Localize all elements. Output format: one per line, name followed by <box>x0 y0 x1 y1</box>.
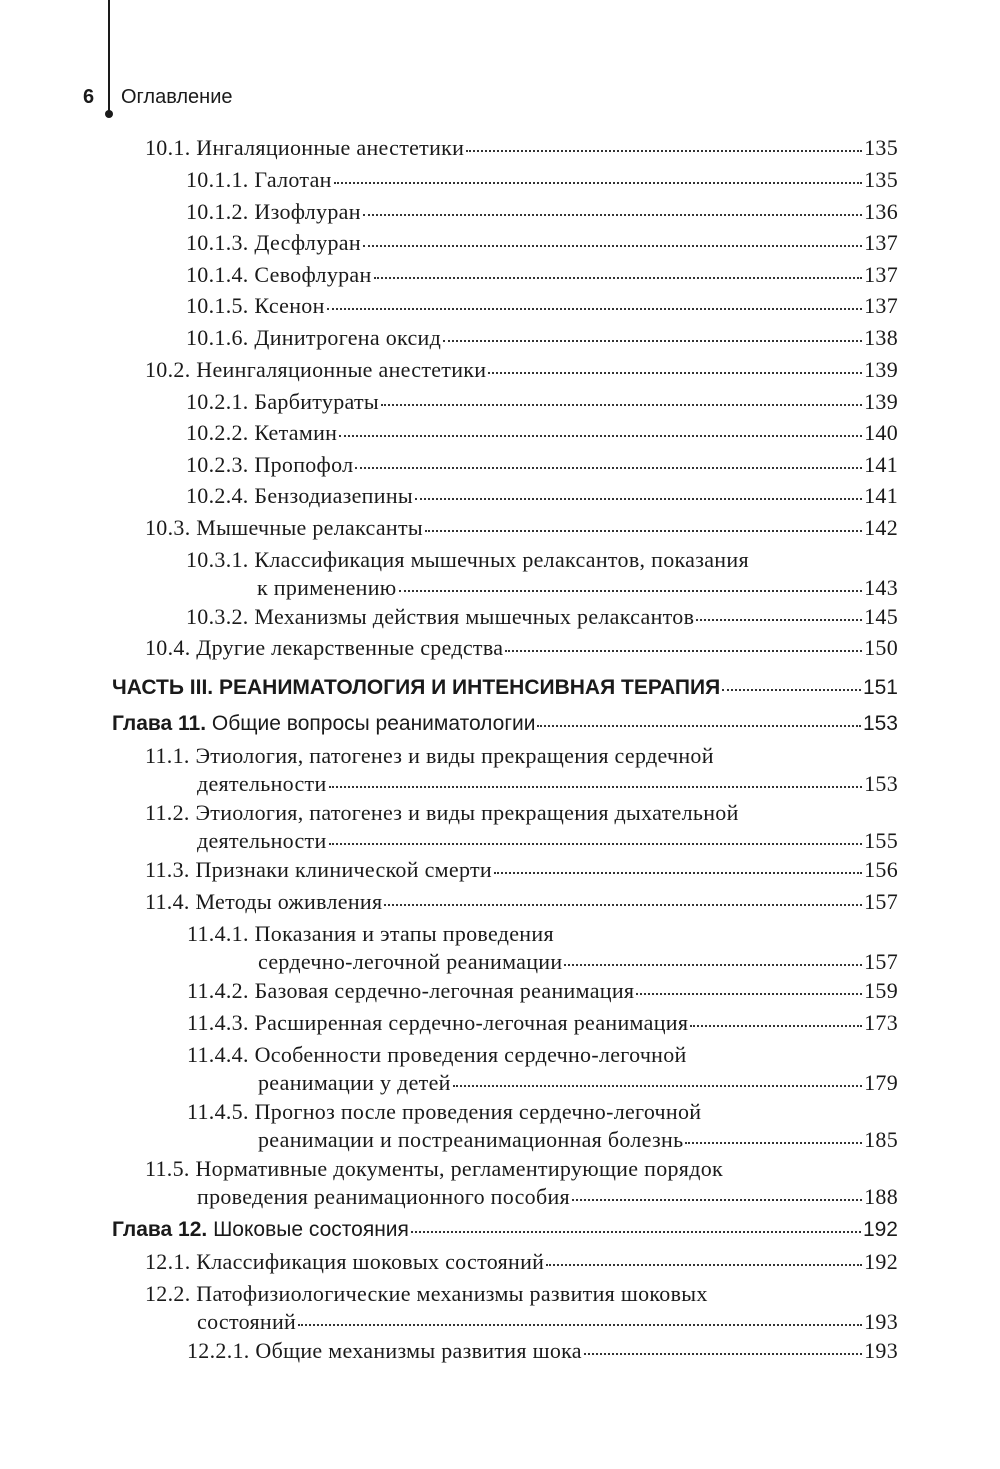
toc-label: 11.4. Методы оживления <box>145 889 383 914</box>
leader-dots <box>329 843 863 845</box>
toc-entry[interactable] <box>145 632 898 664</box>
toc-label-line1: 11.4.4. Особенности проведения сердечно-легочной <box>187 1042 687 1067</box>
toc-label-line1: 11.5. Нормативные документы, регламентирующие порядок <box>145 1156 723 1181</box>
toc-page: 151 <box>862 676 898 699</box>
toc-label: 10.1. Ингаляционные анестетики <box>145 135 465 160</box>
toc-entry[interactable] <box>145 132 898 164</box>
toc-label: 10.4. Другие лекарственные средства <box>145 635 504 660</box>
toc-page: 150 <box>864 635 898 660</box>
chapter-number: Глава 11. <box>112 712 207 735</box>
toc-label: 10.2.4. Бензодиазепины <box>186 483 413 508</box>
leader-dots <box>685 1142 862 1144</box>
toc-entry[interactable] <box>187 1335 898 1367</box>
toc-page: 141 <box>864 452 898 477</box>
leader-dots <box>537 725 860 727</box>
toc-label-line2: деятельности <box>197 771 327 796</box>
toc-label: 10.1.3. Десфлуран <box>186 230 361 255</box>
leader-dots <box>636 993 862 995</box>
toc-label-line1: 11.1. Этиология, патогенез и виды прекращения сердечной <box>145 743 714 768</box>
toc-entry[interactable] <box>187 1042 898 1099</box>
toc-entry[interactable] <box>145 354 898 386</box>
toc-entry[interactable] <box>145 800 898 857</box>
toc-entry[interactable] <box>186 164 898 196</box>
toc-page: 193 <box>864 1309 898 1334</box>
leader-dots <box>584 1353 862 1355</box>
toc-page: 193 <box>864 1338 898 1363</box>
toc-page: 153 <box>864 771 898 796</box>
toc-label-line1: 12.2. Патофизиологические механизмы развития шоковых <box>145 1281 708 1306</box>
toc-part-label: ЧАСТЬ III. РЕАНИМАТОЛОГИЯ И ИНТЕНСИВНАЯ ТЕРАПИЯ <box>112 676 721 699</box>
toc-label: 10.1.1. Галотан <box>186 167 332 192</box>
toc-entry[interactable] <box>145 743 898 800</box>
toc-entry[interactable] <box>186 480 898 512</box>
toc-label: 10.3. Мышечные релаксанты <box>145 515 423 540</box>
toc-entry[interactable] <box>186 196 898 228</box>
toc-entry[interactable] <box>145 1246 898 1278</box>
leader-dots <box>355 467 862 469</box>
toc-label: 10.2.2. Кетамин <box>186 420 338 445</box>
toc-page: 157 <box>864 949 898 974</box>
leader-dots <box>696 619 862 621</box>
toc-page: 142 <box>864 515 898 540</box>
toc-label-line2: реанимации и постреанимационная болезнь <box>258 1127 684 1152</box>
toc-page: 136 <box>864 199 898 224</box>
toc-label: 12.2.1. Общие механизмы развития шока <box>187 1338 582 1363</box>
toc-entry[interactable] <box>186 259 898 291</box>
toc-page: 192 <box>864 1249 898 1274</box>
running-header: Оглавление <box>121 86 233 108</box>
toc-entry[interactable] <box>187 1007 898 1039</box>
toc-page: 135 <box>864 135 898 160</box>
margin-rule <box>108 0 110 112</box>
chapter-number: Глава 12. <box>112 1218 208 1241</box>
leader-dots <box>415 498 862 500</box>
toc-page: 141 <box>864 483 898 508</box>
leader-dots <box>453 1085 862 1087</box>
toc-entry[interactable] <box>186 449 898 481</box>
toc-entry[interactable] <box>145 512 898 544</box>
toc-page: 137 <box>864 293 898 318</box>
toc-entry[interactable] <box>145 886 898 918</box>
leader-dots <box>363 245 862 247</box>
leader-dots <box>411 1231 861 1233</box>
leader-dots <box>384 904 862 906</box>
toc-label: 11.4.2. Базовая сердечно-легочная реанимация <box>187 978 635 1003</box>
toc-page: 138 <box>864 325 898 350</box>
toc-page: 143 <box>864 575 898 600</box>
toc-page: 157 <box>864 889 898 914</box>
toc-page: 135 <box>864 167 898 192</box>
leader-dots <box>363 214 862 216</box>
toc-chapter-entry[interactable] <box>112 708 898 740</box>
toc-label: 11.3. Признаки клинической смерти <box>145 857 492 882</box>
toc-label-line1: 10.3.1. Классификация мышечных релаксантов, показания <box>186 547 749 572</box>
toc-entry[interactable] <box>145 854 898 886</box>
leader-dots <box>334 182 862 184</box>
toc-page: 188 <box>864 1184 898 1209</box>
toc-page: 139 <box>864 357 898 382</box>
toc-label-line2: к применению <box>257 575 397 600</box>
toc-entry[interactable] <box>187 1099 898 1156</box>
toc-entry[interactable] <box>186 322 898 354</box>
toc-label-line2: реанимации у детей <box>258 1070 451 1095</box>
toc-label: 10.2.1. Барбитураты <box>186 389 379 414</box>
toc-entry[interactable] <box>186 227 898 259</box>
leader-dots <box>327 308 862 310</box>
toc-entry[interactable] <box>186 417 898 449</box>
leader-dots <box>466 150 862 152</box>
leader-dots <box>443 340 862 342</box>
toc-page: 159 <box>864 978 898 1003</box>
toc-label-line1: 11.4.1. Показания и этапы проведения <box>187 921 554 946</box>
chapter-title: Общие вопросы реаниматологии <box>211 712 536 735</box>
leader-dots <box>494 872 862 874</box>
leader-dots <box>564 964 862 966</box>
toc-entry[interactable] <box>145 1156 898 1213</box>
toc-page: 140 <box>864 420 898 445</box>
toc-label: 10.2. Неингаляционные анестетики <box>145 357 487 382</box>
toc-entry[interactable] <box>145 1281 898 1338</box>
leader-dots <box>722 689 861 691</box>
margin-rule-dot <box>105 110 113 118</box>
toc-label: 10.3.2. Механизмы действия мышечных релаксантов <box>186 604 695 629</box>
toc-entry[interactable] <box>186 547 898 604</box>
leader-dots <box>488 372 862 374</box>
toc-label: 10.1.2. Изофлуран <box>186 199 361 224</box>
toc-label: 12.1. Классификация шоковых состояний <box>145 1249 545 1274</box>
leader-dots <box>339 435 862 437</box>
toc-page: 156 <box>864 857 898 882</box>
leader-dots <box>399 590 863 592</box>
toc-page: 137 <box>864 230 898 255</box>
toc-entry[interactable] <box>186 290 898 322</box>
toc-label: 11.4.3. Расширенная сердечно-легочная реанимация <box>187 1010 689 1035</box>
chapter-title: Шоковые состояния <box>213 1218 409 1241</box>
toc-page: 153 <box>862 712 898 735</box>
toc-entry[interactable] <box>186 386 898 418</box>
toc-page: 185 <box>864 1127 898 1152</box>
toc-label-line1: 11.4.5. Прогноз после проведения сердечно-легочной <box>187 1099 702 1124</box>
leader-dots <box>546 1264 862 1266</box>
leader-dots <box>329 786 863 788</box>
leader-dots <box>505 650 862 652</box>
toc-label-line2: сердечно-легочной реанимации <box>258 949 563 974</box>
toc-label-line2: проведения реанимационного пособия <box>197 1184 570 1209</box>
toc-part-entry[interactable] <box>112 672 898 704</box>
toc-label: 10.1.5. Ксенон <box>186 293 325 318</box>
leader-dots <box>425 530 862 532</box>
leader-dots <box>690 1025 862 1027</box>
toc-label-line2: деятельности <box>197 828 327 853</box>
toc-label: 10.2.3. Пропофол <box>186 452 354 477</box>
page-number: 6 <box>83 86 95 108</box>
toc-page: 179 <box>864 1070 898 1095</box>
leader-dots <box>381 404 862 406</box>
toc-entry[interactable] <box>186 601 898 633</box>
toc-page: 173 <box>864 1010 898 1035</box>
toc-label: 10.1.4. Севофлуран <box>186 262 372 287</box>
toc-page: 139 <box>864 389 898 414</box>
toc-label-line2: состояний <box>197 1309 297 1334</box>
toc-label: 10.1.6. Динитрогена оксид <box>186 325 442 350</box>
leader-dots <box>572 1199 862 1201</box>
toc-page: 145 <box>864 604 898 629</box>
leader-dots <box>298 1324 862 1326</box>
toc-entry[interactable] <box>187 921 898 978</box>
leader-dots <box>374 277 863 279</box>
toc-page: 155 <box>864 828 898 853</box>
toc-page: 192 <box>862 1218 898 1241</box>
toc-chapter-entry[interactable] <box>112 1214 898 1246</box>
toc-page: 137 <box>864 262 898 287</box>
toc-label-line1: 11.2. Этиология, патогенез и виды прекращения дыхательной <box>145 800 739 825</box>
toc-entry[interactable] <box>187 975 898 1007</box>
